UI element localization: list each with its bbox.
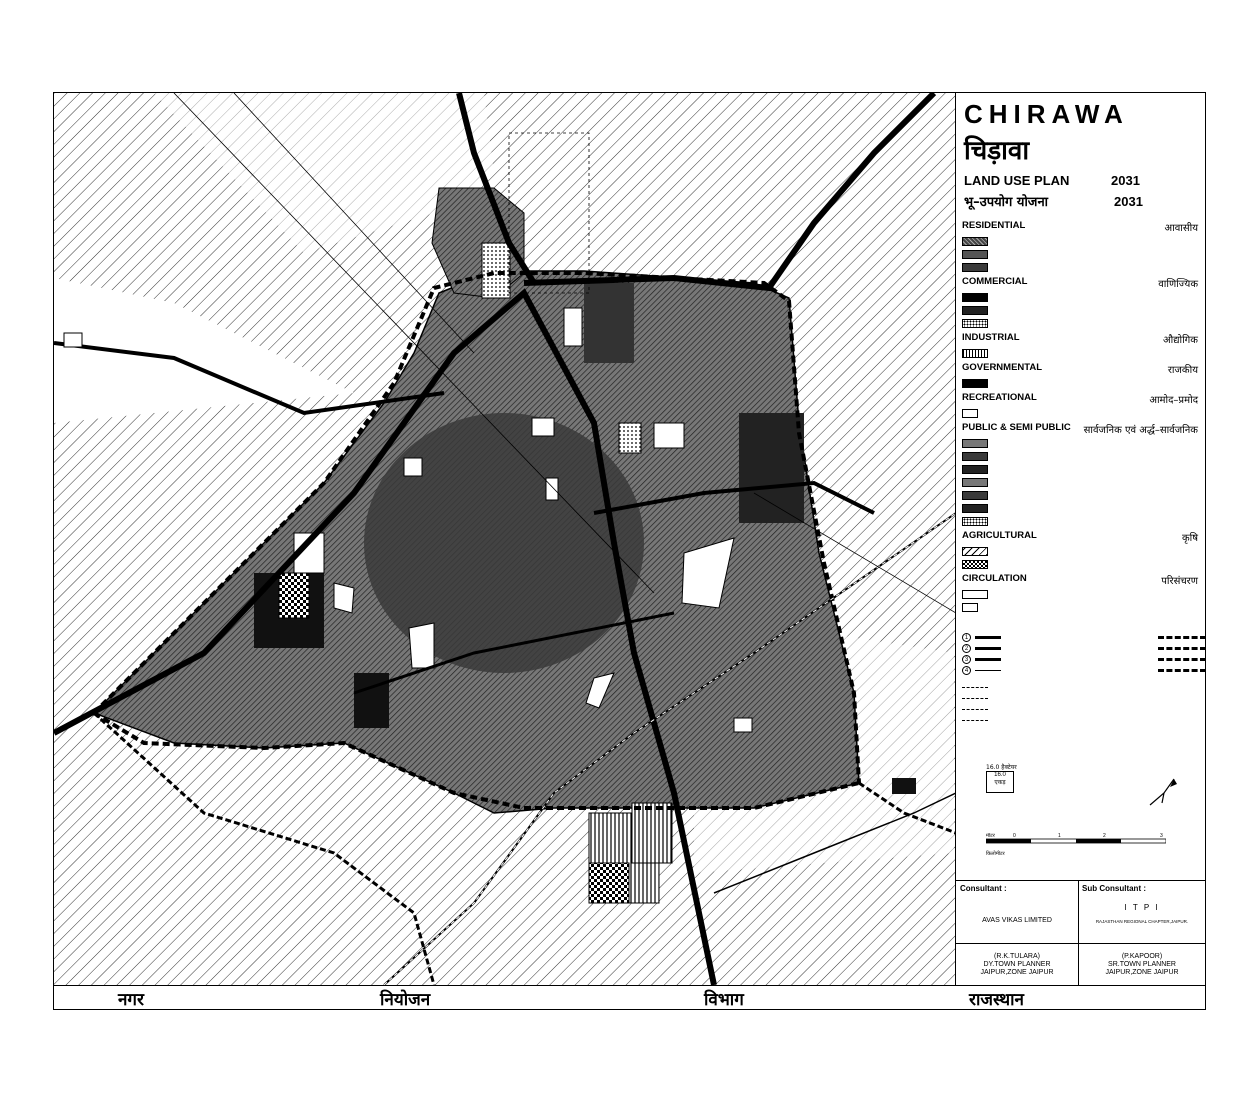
old-city-core[interactable]	[364, 413, 644, 673]
legend-commercial: COMMERCIAL वाणिज्यिक	[962, 276, 1198, 290]
swatch	[962, 547, 988, 556]
wholesale-block	[482, 243, 510, 298]
legend-row	[962, 248, 1206, 260]
swatch	[962, 560, 988, 569]
forest-block	[279, 573, 309, 618]
legend-list	[962, 217, 1206, 726]
footer-word: विभाग	[704, 990, 744, 1010]
scale-tick: 1	[1058, 833, 1061, 839]
open-space	[564, 308, 582, 346]
scale-bar	[986, 833, 1166, 859]
consultant-block	[956, 880, 1206, 986]
footer-word: नगर	[118, 990, 144, 1010]
swatch	[962, 452, 988, 461]
swatch	[962, 250, 988, 259]
legend-governmental: GOVERNMENTAL राजकीय	[962, 362, 1198, 376]
sub-consultant-name: I T P I	[1124, 903, 1160, 912]
open-space	[409, 623, 434, 668]
scale-tick: 3	[1160, 833, 1163, 839]
legend-row	[962, 489, 1206, 501]
legend-circulation: CIRCULATION परिसंचरण	[962, 573, 1198, 587]
road-number-icon: 3	[962, 655, 971, 664]
legend-recreational: RECREATIONAL आमोद–प्रमोद	[962, 392, 1198, 406]
road-row	[962, 654, 1206, 665]
map-sheet	[53, 92, 1206, 1010]
open-space	[532, 418, 554, 436]
misc-row	[962, 704, 1206, 715]
misc-row	[962, 693, 1206, 704]
legend-row	[962, 347, 1206, 359]
village-settlement	[64, 333, 82, 347]
signature-right: (P.KAPOOR) SR.TOWN PLANNER JAIPUR,ZONE JAIPUR	[1105, 953, 1179, 976]
legend-row	[962, 291, 1206, 303]
legend-row	[962, 601, 1206, 613]
scale-meter-label: मीटर	[986, 833, 995, 839]
footer-word: नियोजन	[380, 990, 431, 1010]
scale-tick: 2	[1103, 833, 1106, 839]
sub-consultant-label: Sub Consultant :	[1082, 884, 1146, 893]
plan-year: 2031	[1111, 173, 1140, 188]
legend-row	[962, 235, 1206, 247]
road-number-icon: 2	[962, 644, 971, 653]
legend-row	[962, 558, 1206, 570]
misc-row	[962, 682, 1206, 693]
map-canvas	[54, 93, 956, 985]
road-row	[962, 665, 1206, 676]
legend-row	[962, 463, 1206, 475]
public-block	[584, 283, 634, 363]
village-settlement	[892, 778, 916, 794]
department-footer	[54, 985, 1205, 1011]
map-title: CHIRAWA	[964, 99, 1129, 129]
open-space	[404, 458, 422, 476]
swatch	[962, 293, 988, 302]
legend-row	[962, 502, 1206, 514]
legend-row	[962, 450, 1206, 462]
commercial-block	[354, 673, 389, 728]
north-arrow-icon	[1144, 773, 1184, 813]
swatch	[962, 465, 988, 474]
swatch	[962, 306, 988, 315]
open-space	[334, 583, 354, 613]
legend-public: PUBLIC & SEMI PUBLIC सार्वजनिक एवं अर्द्ध–सार्वजनिक	[962, 422, 1198, 436]
legend-agricultural: AGRICULTURAL कृषि	[962, 530, 1198, 544]
land-use-map[interactable]	[54, 93, 956, 985]
open-space	[546, 478, 558, 500]
wholesale-block	[619, 423, 641, 453]
misc-row	[962, 715, 1206, 726]
legend-row	[962, 515, 1206, 527]
plan-title-hindi: भू–उपयोग योजना	[964, 195, 1049, 210]
consultant-name: AVAS VIKAS LIMITED	[982, 917, 1052, 924]
swatch	[962, 478, 988, 487]
legend-row	[962, 407, 1206, 419]
legend-row	[962, 317, 1206, 329]
village-settlement	[734, 718, 752, 732]
sub-consultant-cell	[1078, 881, 1206, 986]
legend-row	[962, 304, 1206, 316]
industrial-block	[632, 803, 672, 863]
sub-consultant-detail: RAJASTHAN REGIONAL CHAPTER,JAIPUR.	[1095, 919, 1189, 924]
road-row	[962, 643, 1206, 654]
swatch	[962, 603, 978, 612]
scale-km-label: किलोमीटर	[986, 851, 1005, 857]
plan-year-hindi: 2031	[1114, 194, 1143, 209]
map-legend	[956, 93, 1206, 985]
consultant-cell	[956, 881, 1079, 986]
area-scale-label: 16.0 हैक्टेयर	[986, 764, 1017, 771]
legend-row	[962, 377, 1206, 389]
scale-tick: 0	[1013, 833, 1016, 839]
legend-row	[962, 261, 1206, 273]
legend-row	[962, 476, 1206, 488]
road-number-icon: 1	[962, 633, 971, 642]
public-block	[739, 413, 804, 523]
footer-word: राजस्थान	[969, 990, 1024, 1010]
swatch	[962, 237, 988, 246]
swatch	[962, 439, 988, 448]
legend-row	[962, 588, 1206, 600]
road-row	[962, 632, 1206, 643]
swatch	[962, 491, 988, 500]
signature-left: (R.K.TULARA) DY.TOWN PLANNER JAIPUR,ZONE JAIPUR	[980, 953, 1054, 976]
swatch	[962, 590, 988, 599]
area-scale-box: 16.0 एकड़	[986, 771, 1014, 793]
swatch	[962, 379, 988, 388]
swatch	[962, 319, 988, 328]
map-title-hindi: चिड़ावा	[964, 136, 1030, 166]
consultant-label: Consultant :	[960, 884, 1007, 893]
road-number-icon: 4	[962, 666, 971, 675]
legend-industrial: INDUSTRIAL औद्योगिक	[962, 332, 1198, 346]
legend-row	[962, 437, 1206, 449]
open-space	[654, 423, 684, 448]
swatch	[962, 349, 988, 358]
plan-title: LAND USE PLAN	[964, 173, 1070, 188]
swatch	[962, 409, 978, 418]
legend-residential: RESIDENTIAL आवासीय	[962, 220, 1198, 234]
swatch	[962, 517, 988, 526]
swatch	[962, 263, 988, 272]
swatch	[962, 504, 988, 513]
legend-row	[962, 545, 1206, 557]
plantation-block	[589, 863, 629, 903]
